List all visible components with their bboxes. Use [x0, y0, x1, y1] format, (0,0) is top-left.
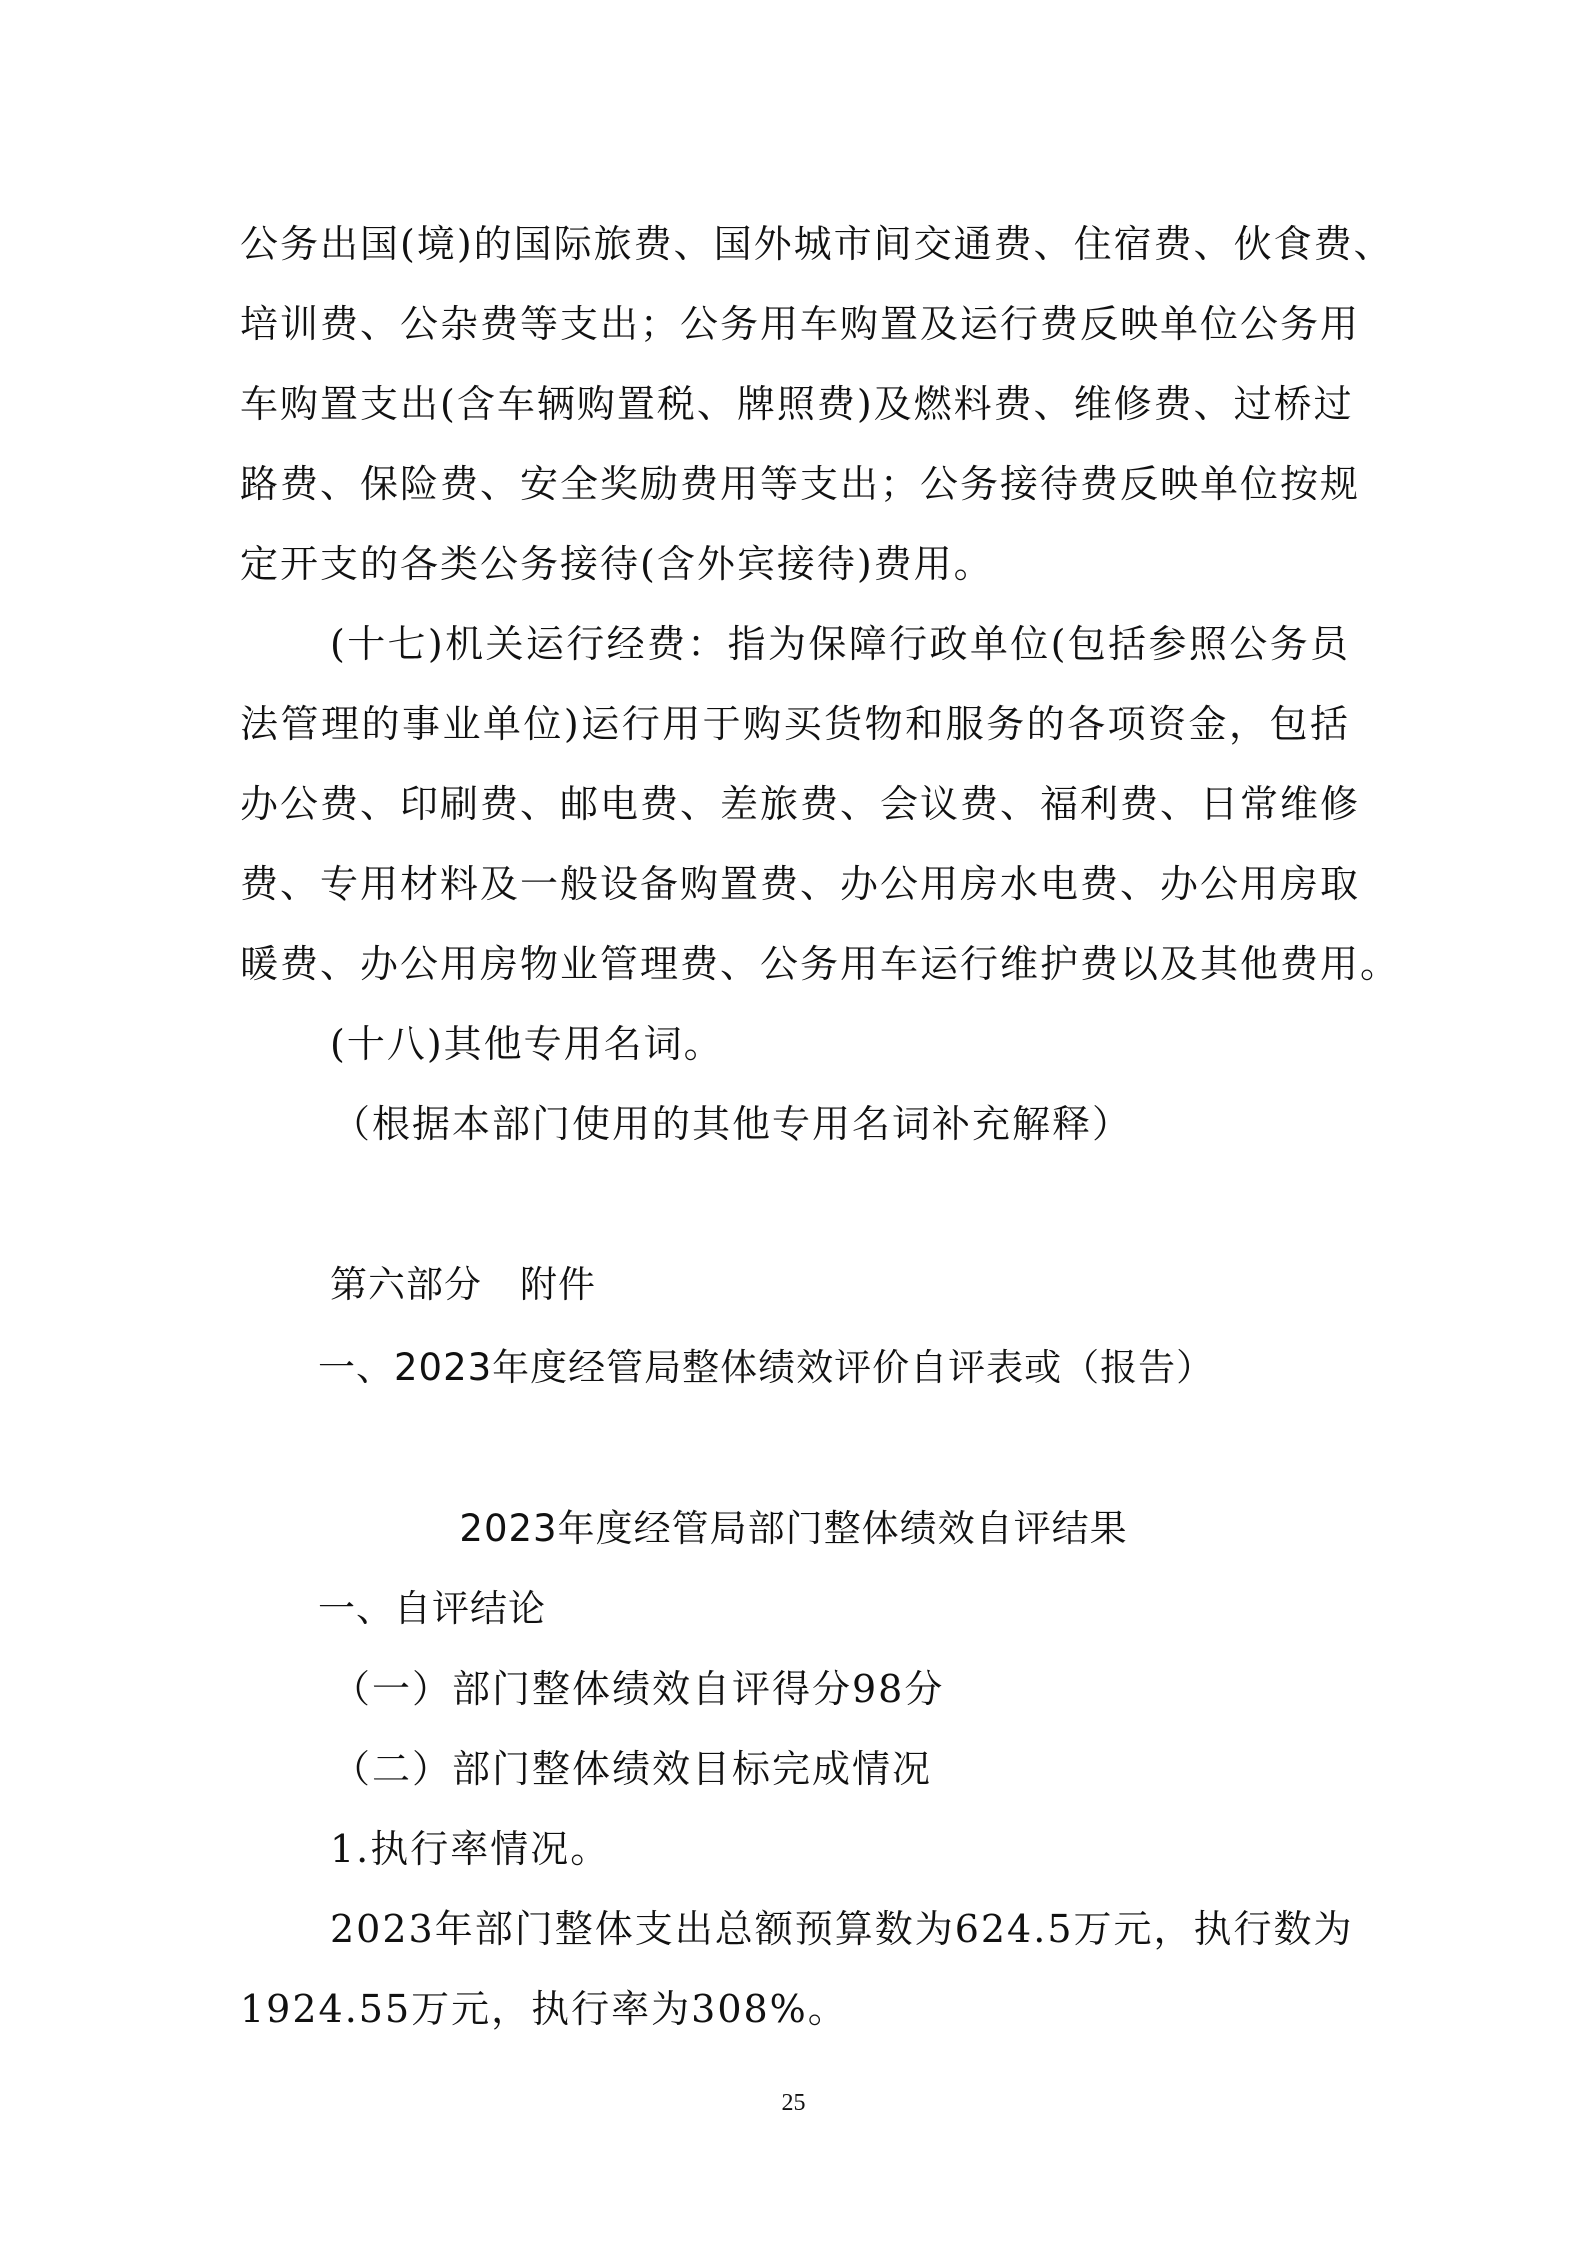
body-text-line: (十七)机关运行经费：指为保障行政单位(包括参照公务员 [330, 622, 1350, 666]
body-text-line: 车购置支出(含车辆购置税、牌照费)及燃料费、维修费、过桥过 [240, 382, 1354, 426]
body-text-line: 1924.55万元，执行率为308%。 [240, 1987, 848, 2031]
body-text-line: 定开支的各类公务接待(含外宾接待)费用。 [240, 542, 994, 586]
section-conclusion-heading: 一、自评结论 [318, 1587, 546, 1630]
body-text-line: （根据本部门使用的其他专用名词补充解释） [332, 1102, 1133, 1146]
body-text-line: 培训费、公杂费等支出；公务用车购置及运行费反映单位公务用 [240, 302, 1361, 346]
attachment-title: 一、2023年度经管局整体绩效评价自评表或（报告） [318, 1346, 1215, 1389]
body-text-line: (十八)其他专用名词。 [330, 1022, 724, 1066]
body-text-line: 费、专用材料及一般设备购置费、办公用房水电费、办公用房取 [240, 862, 1361, 906]
body-text-line: 办公费、印刷费、邮电费、差旅费、会议费、福利费、日常维修 [240, 782, 1361, 826]
item-execution-rate: 1.执行率情况。 [330, 1827, 611, 1871]
subsection-goal-completion: （二）部门整体绩效目标完成情况 [332, 1747, 933, 1791]
subsection-score: （一）部门整体绩效自评得分98分 [332, 1667, 945, 1711]
body-text-line: 法管理的事业单位)运行用于购买货物和服务的各项资金，包括 [240, 702, 1350, 746]
body-text-line: 2023年部门整体支出总额预算数为624.5万元，执行数为 [330, 1907, 1354, 1951]
report-title: 2023年度经管局部门整体绩效自评结果 [459, 1507, 1128, 1550]
part-title: 第六部分 附件 [330, 1263, 596, 1306]
body-text-line: 路费、保险费、安全奖励费用等支出；公务接待费反映单位按规 [240, 462, 1361, 506]
page-number: 25 [781, 2090, 806, 2116]
body-text-line: 暖费、办公用房物业管理费、公务用车运行维护费以及其他费用。 [240, 942, 1401, 986]
body-text-line: 公务出国(境)的国际旅费、国外城市间交通费、住宿费、伙食费、 [240, 222, 1394, 266]
